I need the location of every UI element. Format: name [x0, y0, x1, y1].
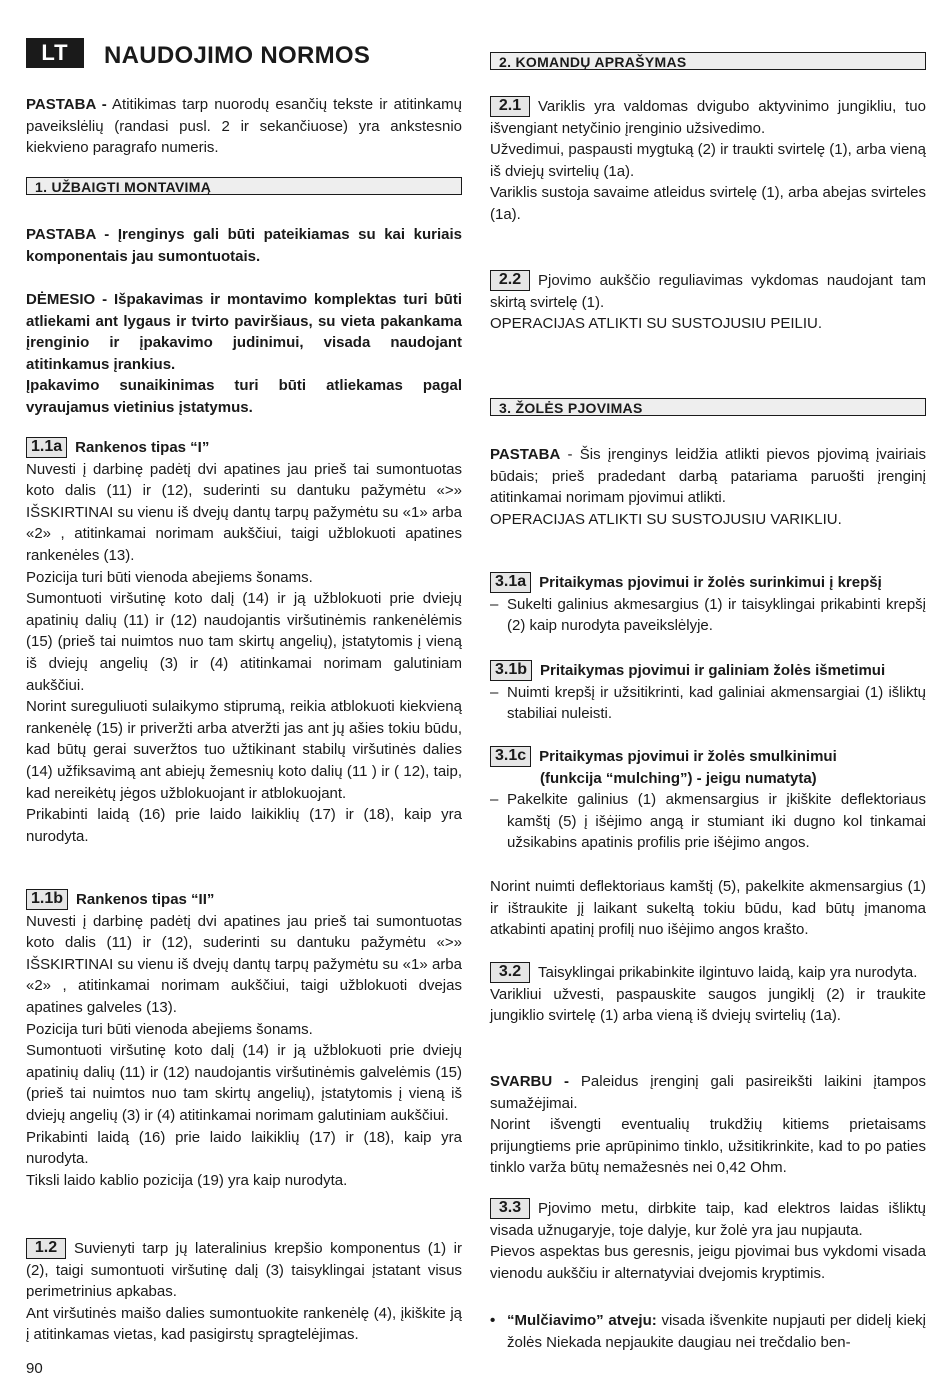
note-text: - Šis įrenginys leidžia atlikti pievos pjovimą įvairiais būdais; prieš pradedant darbą patariama paruošti įrenginį atitinkamai norimam pjovimui atlikti. — [490, 446, 926, 507]
section-2-heading: 2. KOMANDŲ APRAŠYMAS — [490, 52, 926, 70]
language-badge: LT — [26, 38, 84, 68]
dash-marker: – — [490, 595, 499, 613]
disposal-paragraph: Įpakavimo sunaikinimas turi būti atliekamas pagal vyraujamus vietinius įstatymus. — [26, 377, 462, 416]
subsection-3-3 — [490, 1198, 926, 1284]
note-label: PASTABA - — [26, 96, 107, 113]
subsection-3-1c — [490, 746, 926, 854]
page-number: 90 — [26, 1360, 43, 1377]
paragraph: Pjovimo aukščio reguliavimas vykdomas naudojant tam skirtą svirtelę (1). — [490, 272, 926, 311]
section-number-tag: 3.3 — [490, 1198, 530, 1219]
subsection-title: Pritaikymas pjovimui ir žolės smulkinimui — [539, 748, 837, 765]
list-item: – Pakelkite galinius (1) akmensargius ir įkiškite deflektoriaus kamštį (5) į išėjimo angą ir stumiant iki dugno kol tinkamai užsikabins apatinis profilis prie išėjimo angos. — [490, 791, 926, 852]
paragraph: Varikliui užvesti, paspauskite saugos jungiklį (2) ir traukite jungiklio svirtelę (1) arba vieną iš dviejų svirtelių (1a). — [490, 985, 926, 1025]
note-text: Atitikimas tarp nuorodų esančių tekste ir atitinkamų paveikslėlių (randasi pusl. 2 ir sekančiuose) yra ankstesnio kiekvieno paragrafo numeris. — [26, 96, 462, 157]
paragraph: OPERACIJAS ATLIKTI SU SUSTOJUSIU VARIKLIU. — [490, 510, 842, 528]
subsection-2-1 — [490, 96, 926, 226]
paragraph: Pievos aspektas bus geresnis, jeigu pjovimai bus vykdomi visada vienodu aukščiu ir alternatyviai dvejomis kryptimis. — [490, 1243, 926, 1282]
paragraph: Prikabinti laidą (16) prie laido laikiklių (17) ir (18), kaip yra nurodyta. — [26, 806, 462, 845]
subsection-title-line2: (funkcija “mulching”) - jeigu numatyta) — [540, 769, 817, 787]
warning-paragraph: DĖMESIO - Išpakavimas ir montavimo komplektas turi būti atliekami ant lygaus ir tvirto paviršiaus, su vieta pakankama įrenginio ir įpakavimo judinimui, visada naudojant atitinkamus įrankius. — [26, 291, 462, 373]
subsection-title: Rankenos tipas “II” — [76, 891, 215, 908]
section-number-tag: 1.2 — [26, 1238, 66, 1259]
subsection-1-2 — [26, 1238, 462, 1346]
subsection-3-1a — [490, 572, 926, 637]
paragraph: Pjovimo metu, dirbkite taip, kad elektros laidas išliktų visada užnugaryje, toje dalyje, kur žolė yra jau nupjauta. — [490, 1200, 926, 1239]
paragraph: Tiksli laido kablio pozicija (19) yra kaip nurodyta. — [26, 1171, 348, 1189]
paragraph: Taisyklingai prikabinkite ilgintuvo laidą, kaip yra nurodyta. — [538, 964, 918, 981]
section-number-tag: 3.1a — [490, 572, 531, 593]
mulching-label: “Mulčiavimo” atveju: — [507, 1312, 657, 1329]
paragraph: Suvienyti tarp jų lateralinius krepšio komponentus (1) ir (2), taigi sumontuoti viršutinę dalį (3) taisyklingai įstatant visus perimetrinius apkabas. — [26, 1240, 462, 1301]
subsection-title: Rankenos tipas “I” — [75, 439, 210, 456]
important-text: Paleidus įrenginį gali pasireikšti laikini įtampos sumažėjimai. — [490, 1073, 927, 1112]
paragraph: Variklis sustoja savaime atleidus svirtelę (1), arba abejas svirteles (1a). — [490, 184, 926, 223]
paragraph: Variklis yra valdomas dvigubo aktyvinimo jungikliu, tuo išvengiant netyčinio įrenginio užsivedimo. — [490, 98, 926, 137]
paragraph: Norint išvengti eventualių trukdžių kitiems prietaisams prijungtiems prie aprūpinimo tinklo, užsitikrinkite, kad to po paties tinklo varža būtų nemažesnės nei 0,42 Ohm. — [490, 1116, 926, 1177]
paragraph: Pozicija turi būti vienoda abejiems šonams. — [26, 568, 313, 586]
subsection-title: Pritaikymas pjovimui ir galiniam žolės išmetimui — [540, 662, 886, 679]
page-title: NAUDOJIMO NORMOS — [104, 42, 371, 69]
dash-marker: – — [490, 791, 499, 809]
section-number-tag: 2.2 — [490, 270, 530, 291]
mulching-bullet — [490, 1310, 926, 1353]
section-3-note — [490, 444, 926, 530]
section-number-tag: 3.1c — [490, 746, 531, 767]
components-note: PASTABA - Įrenginys gali būti pateikiamas su kai kuriais komponentais jau sumontuotais. — [26, 226, 462, 265]
subsection-3-2 — [490, 962, 926, 1027]
section-number-tag: 3.2 — [490, 962, 530, 983]
paragraph: Pozicija turi būti vienoda abejiems šonams. — [26, 1020, 313, 1038]
note-label: PASTABA — [490, 446, 561, 463]
paragraph: Nuvesti į darbinę padėtį dvi apatines jau prieš tai sumontuotas koto dalis (11) ir (12), suderinti su dantuku pažymėtu «>» IŠSKIRTINAI su vienu iš dvejų dantų tarpų pažymėtu su «1» arba «2» , atitinkamai norimam aukščiui, taigi užblokuoti dvejas apatines galveles (13). — [26, 912, 462, 1016]
paragraph: Ant viršutinės maišo dalies sumontuokite rankenėlę (4), įkiškite ją į atitinkamas vietas, kad pasigirstų spragtelėjimas. — [26, 1304, 462, 1344]
paragraph: Sumontuoti viršutinę koto dalį (14) ir ją užblokuoti prie dviejų apatinių dalių (11) ir (12) naudojantis viršutinėmis rankenėlėmis (15) (prieš tai nuimtos nuo tam skirtų angelių), įstatytomis į vieną iš dviejų angelių (3) ir (4) atitinkamai norimam galutiniam aukščiui. — [26, 590, 462, 694]
list-item: – Sukelti galinius akmesargius (1) ir taisyklingai prikabinti krepšį (2) kaip nurodyta paveikslėlyje. — [490, 595, 926, 635]
list-item: – Nuimti krepšį ir užsitikrinti, kad galiniai akmensargiai (1) išliktų stabiliai nuleisti. — [490, 683, 926, 723]
subsection-1-1b — [26, 889, 462, 1191]
paragraph: Sumontuoti viršutinę koto dalį (14) ir ją užblokuoti prie dviejų apatinių dalių (11) ir (12) naudojantis viršutinėmis galvelėmis (15) (prieš tai nuimtos nuo tam skirtų angelių), įstatytomis į vieną iš dviejų angelių (3) ir (4) atitinkamai norimam galutiniam aukščiui. — [26, 1042, 462, 1124]
paragraph: Norint sureguliuoti sulaikymo stiprumą, reikia atblokuoti kiekvieną rankenėlę (15) ir priveržti arba atveržti jas ant jų ašies tokiu būdu, kad būtų gerai suveržtos tuo užtikinant stabilų viršutinės dalies (14) užfiksavimą ant abiejų žemesnių koto dalių (11 ) ir ( 12), taip, kad nereikėtų jėgos užblokuojant ir atblokuojant. — [26, 698, 462, 802]
paragraph: Prikabinti laidą (16) prie laido laikiklių (17) ir (18), kaip yra nurodyta. — [26, 1128, 462, 1168]
note-paragraph — [26, 94, 462, 159]
subsection-2-2 — [490, 270, 926, 335]
bullet-marker: • — [490, 1312, 496, 1329]
section-number-tag: 1.1a — [26, 437, 67, 458]
paragraph: Užvedimui, paspausti mygtuką (2) ir traukti svirtelę (1), arba vieną iš dviejų svirtelių (1a). — [490, 141, 926, 180]
section-3-heading: 3. ŽOLĖS PJOVIMAS — [490, 398, 926, 416]
paragraph: Nuvesti į darbinę padėtį dvi apatines jau prieš tai sumontuotas koto dalis (11) ir (12), suderinti su dantuku pažymėtu «>» IŠSKIRTINAI su vienu iš dvejų dantų tarpų pažymėtu su «1» arba «2» , atitinkamai norimam aukščiui, taigi užblokuoti apatines rankenėles (13). — [26, 460, 462, 564]
important-label: SVARBU - — [490, 1073, 570, 1090]
section-number-tag: 3.1b — [490, 660, 532, 681]
subsection-title: Pritaikymas pjovimui ir žolės surinkimui į krepšį — [539, 574, 882, 591]
paragraph: OPERACIJAS ATLIKTI SU SUSTOJUSIU PEILIU. — [490, 315, 823, 333]
section-number-tag: 2.1 — [490, 96, 530, 117]
mulching-text: visada išvenkite nupjauti per didelį kiekį žolės Niekada nepjaukite daugiau nei trečdalio ben- — [507, 1312, 926, 1351]
subsection-1-1a — [26, 437, 462, 847]
subsection-3-1b — [490, 660, 926, 725]
section-1-heading: 1. UŽBAIGTI MONTAVIMĄ — [26, 177, 462, 195]
dash-marker: – — [490, 683, 499, 701]
section-number-tag: 1.1b — [26, 889, 68, 910]
important-note — [490, 1071, 926, 1179]
deflector-removal-paragraph: Norint nuimti deflektoriaus kamštį (5), pakelkite akmensargius (1) ir ištraukite jį laikant sukeltą tokiu būdu, kad būtų įmanoma atkabinti apatinį profilį nuo išėjimo angos krašto. — [490, 878, 926, 939]
